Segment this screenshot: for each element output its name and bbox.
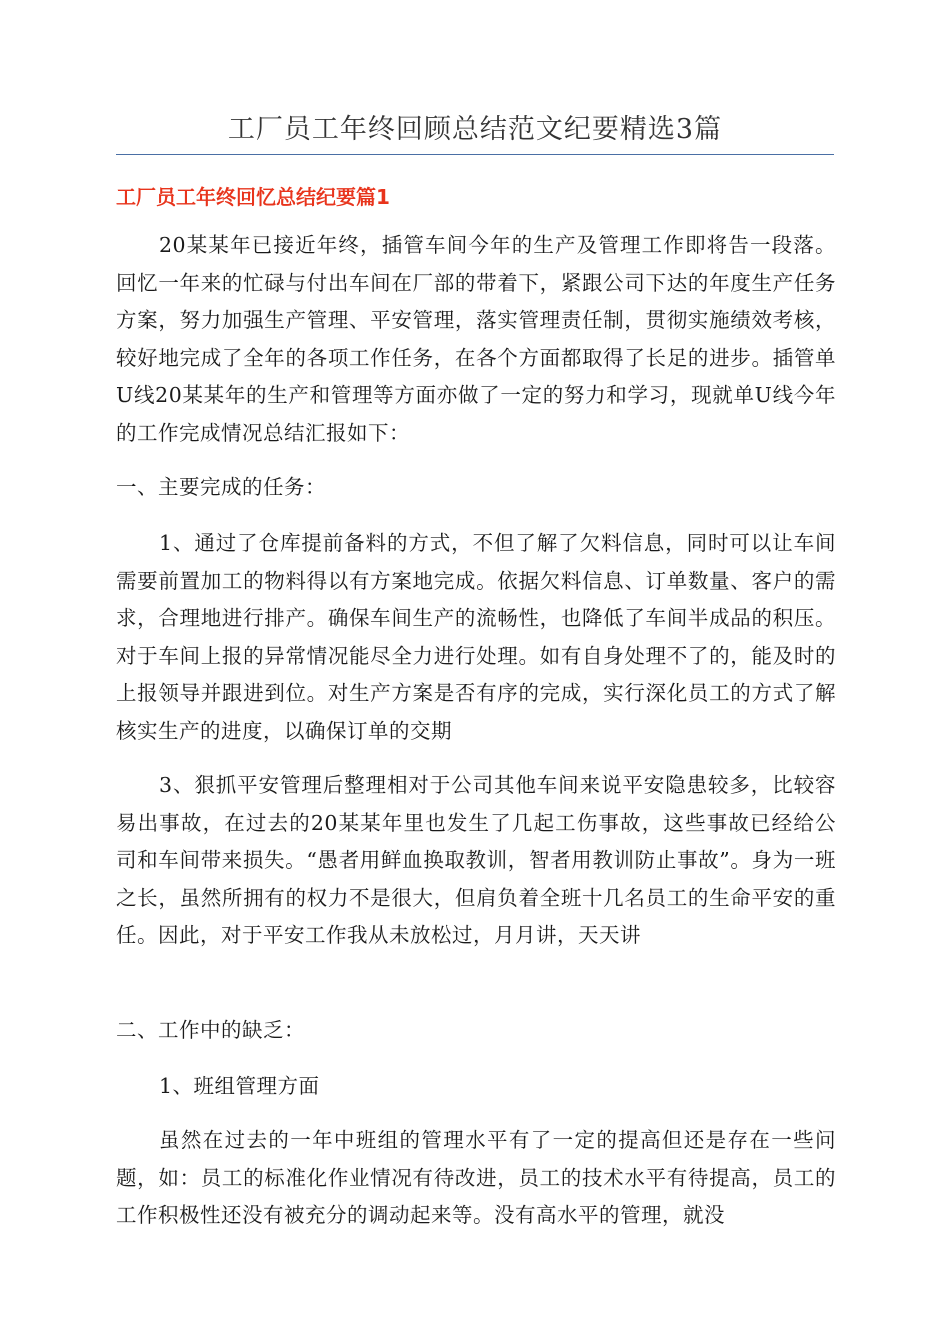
paragraph-intro: 20某某年已接近年终，插管车间今年的生产及管理工作即将告一段落。回忆一年来的忙碌与付出车间在厂部的带着下，紧跟公司下达的年度生产任务方案，努力加强生产管理、平安管理，落实管理责任制，贯彻实施绩效考核，较好地完成了全年的各项工作任务，在各个方面都取得了长足的进步。插管单U线20某某年的生产和管理等方面亦做了一定的努力和学习，现就单U线今年的工作完成情况总结汇报如下： <box>116 233 836 445</box>
subheading-shortcomings: 二、工作中的缺乏： <box>116 1018 305 1042</box>
paragraph-task-3: 3、狠抓平安管理后整理相对于公司其他车间来说平安隐患较多，比较容易出事故，在过去的20某某年里也发生了几起工伤事故，这些事故已经给公司和车间带来损失。“愚者用鲜血换取教训，智者用教训防止事故”。身为一班之长，虽然所拥有的权力不是很大，但肩负着全班十几名员工的生命平安的重任。因此，对于平安工作我从未放松过，月月讲，天天讲 <box>116 773 836 947</box>
title-underline-divider <box>116 154 834 155</box>
section-heading: 工厂员工年终回忆总结纪要篇1 <box>116 185 390 209</box>
document-title: 工厂员工年终回顾总结范文纪要精选3篇 <box>227 114 723 145</box>
paragraph-task-1: 1、通过了仓库提前备料的方式，不但了解了欠料信息，同时可以让车间需要前置加工的物料得以有方案地完成。依据欠料信息、订单数量、客户的需求，合理地进行排产。确保车间生产的流畅性，也降低了车间半成品的积压。对于车间上报的异常情况能尽全力进行处理。如有自身处理不了的，能及时的上报领导并跟进到位。对生产方案是否有序的完成，实行深化员工的方式了解核实生产的进度，以确保订单的交期 <box>116 531 836 743</box>
paragraph-team-management: 虽然在过去的一年中班组的管理水平有了一定的提高但还是存在一些问题，如：员工的标准化作业情况有待改进，员工的技术水平有待提高，员工的工作积极性还没有被充分的调动起来等。没有高水平的管理，就没 <box>116 1128 836 1227</box>
subheading-main-tasks: 一、主要完成的任务： <box>116 475 326 499</box>
subheading-team-management: 1、班组管理方面 <box>159 1074 320 1098</box>
